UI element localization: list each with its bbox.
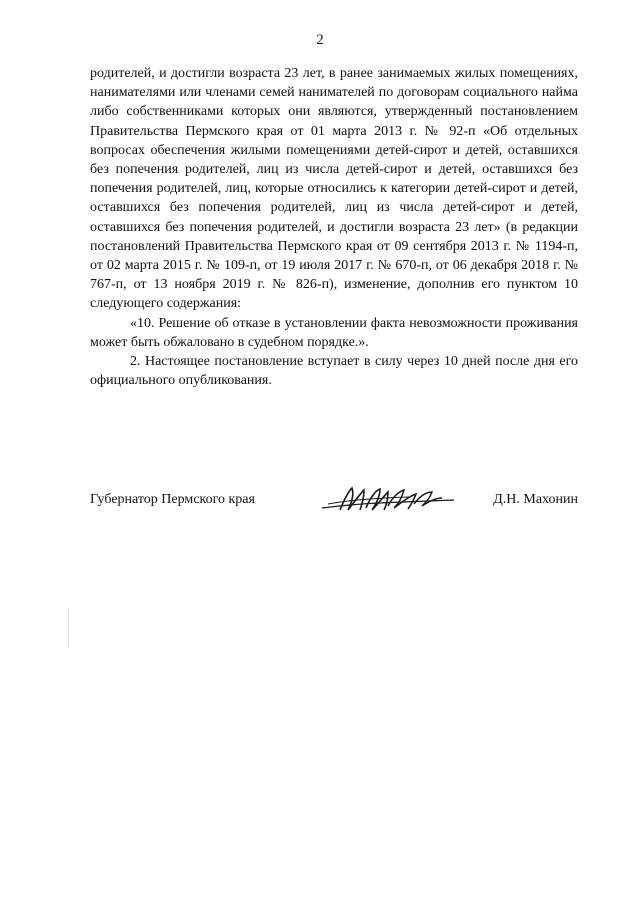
page-number: 2 — [316, 32, 324, 48]
body-paragraph-effective-date: 2. Настоящее постановление вступает в силу через 10 дней после дня его официального опубликования. — [90, 354, 578, 389]
body-paragraph-quoted-item: «10. Решение об отказе в установлении факта невозможности проживания может быть обжаловано в судебном порядке.». — [90, 315, 578, 350]
signer-title: Губернатор Пермского края — [90, 492, 255, 507]
signer-name: Д.Н. Махонин — [493, 492, 578, 507]
body-paragraph-continuation: родителей, и достигли возраста 23 лет, в ранее занимаемых жилых помещениях, нанимателями или членами семей нанимателей по договорам социального найма либо собственниками которых они являются, утвержденный постановлением Правительства Пермского края от 01 марта 2013 г. № 92-п «Об отдельных вопросах обеспечения жилыми помещениями детей-сирот и детей, оставшихся без попечения родителей, лиц из числа детей-сирот и детей, оставшихся без попечения родителей, лиц, которые относились к категории детей-сирот и детей, оставшихся без попечения родителей, лиц из числа детей-сирот и детей, оставшихся без попечения родителей, и достигли возраста 23 лет» (в редакции постановлений Правительства Пермского края от 09 сентября 2013 г. № 1194-п, от 02 марта 2015 г. № 109-п, от 19 июля 2017 г. № 670-п, от 06 декабря 2018 г. № 767-п, от 13 ноября 2019 г. № 826-п), изменение, дополнив его пунктом 10 следующего содержания: — [90, 66, 578, 312]
signature-block — [90, 492, 578, 522]
scan-margin-mark — [68, 608, 69, 648]
handwritten-signature-icon — [318, 480, 458, 520]
document-body — [90, 64, 578, 390]
